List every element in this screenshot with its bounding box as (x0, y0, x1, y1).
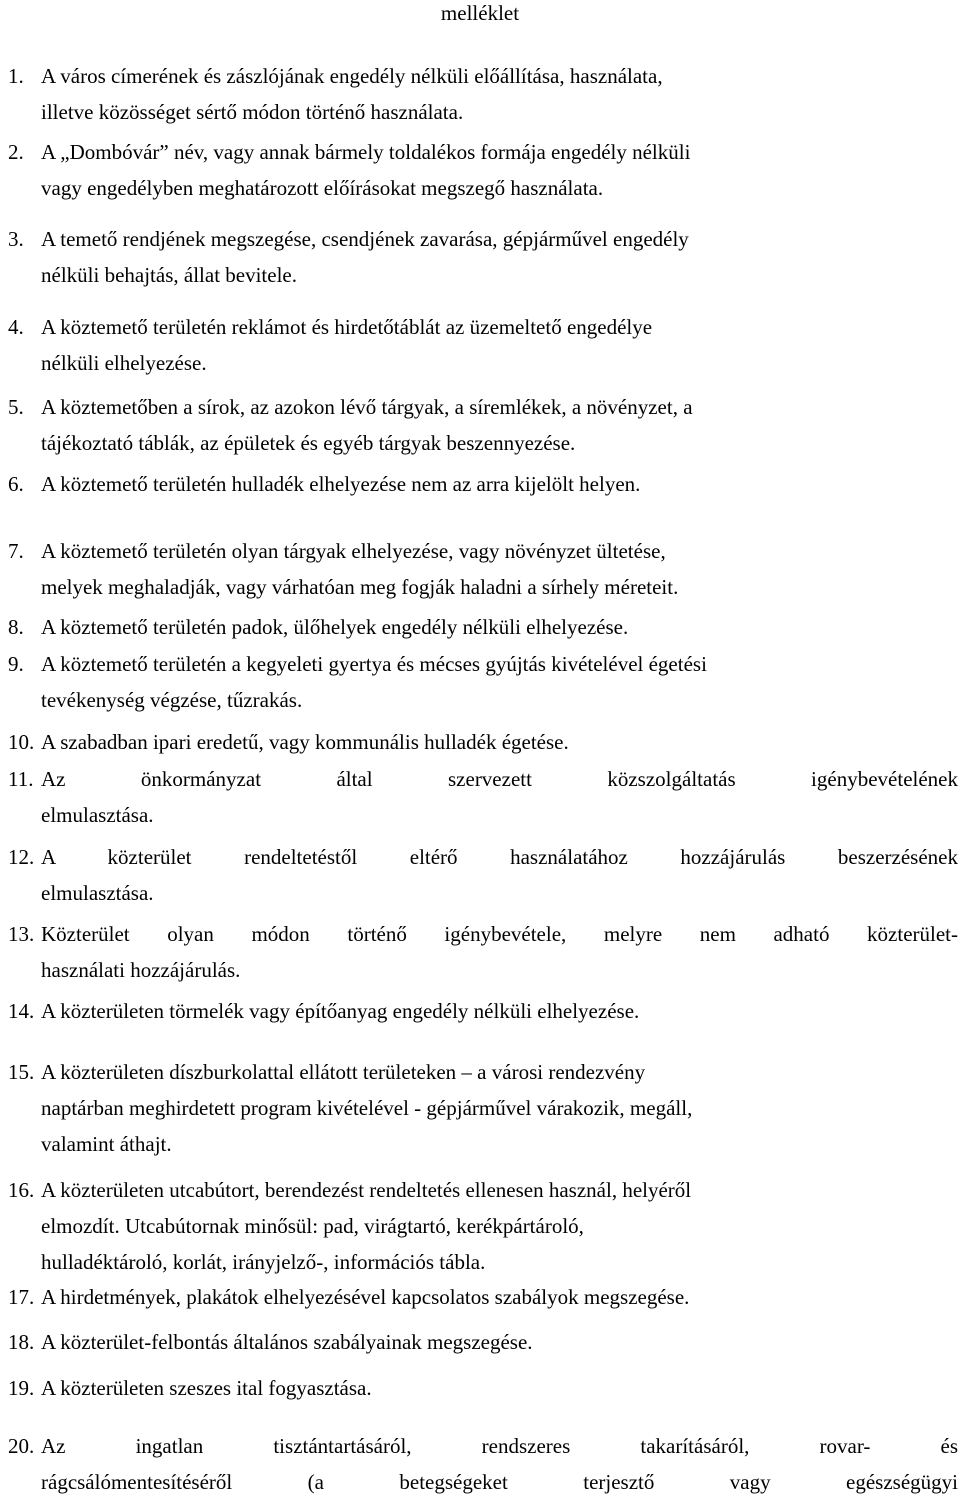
item-text-line: nélküli behajtás, állat bevitele. (41, 263, 297, 287)
list-item (0, 609, 958, 645)
item-number: 8. (8, 615, 24, 639)
item-number: 1. (8, 64, 24, 88)
item-text-line: tájékoztató táblák, az épületek és egyéb tárgyak beszennyezése. (41, 431, 576, 455)
list-item (0, 533, 958, 605)
item-text-line: A köztemető területén padok, ülőhelyek engedély nélküli elhelyezése. (41, 615, 629, 639)
item-number: 14. (8, 999, 35, 1023)
item-text-line: elmulasztása. (41, 881, 154, 905)
item-number: 13. (8, 922, 35, 946)
item-text-line: illetve közösséget sértő módon történő használata. (41, 100, 464, 124)
list-item (0, 646, 958, 718)
page-title: melléklet (440, 1, 520, 25)
item-text-line: A köztemető területén a kegyeleti gyertya és mécses gyújtás kivételével égetési (41, 652, 707, 676)
item-text-line: A város címerének és zászlójának engedély nélküli előállítása, használata, (41, 64, 663, 88)
item-number: 17. (8, 1285, 35, 1309)
item-number: 10. (8, 730, 35, 754)
item-number: 15. (8, 1060, 35, 1084)
item-text-line: A közterületen utcabútort, berendezést rendeltetés ellenesen használ, helyéről (41, 1178, 692, 1202)
item-text-line: elmulasztása. (41, 803, 154, 827)
list-item (0, 993, 958, 1029)
list-item (0, 221, 958, 293)
item-number: 7. (8, 539, 24, 563)
list-item (0, 309, 958, 381)
item-text-line: A köztemető területén reklámot és hirdetőtáblát az üzemeltető engedélye (41, 315, 653, 339)
list-item (0, 724, 958, 760)
list-item (0, 1172, 958, 1280)
item-number: 2. (8, 140, 24, 164)
item-text-line: A közterületen szeszes ital fogyasztása. (41, 1376, 372, 1400)
item-text-line: A közterület-felbontás általános szabályainak megszegése. (41, 1330, 533, 1354)
item-text-line: A szabadban ipari eredetű, vagy kommunális hulladék égetése. (41, 730, 569, 754)
item-number: 3. (8, 227, 24, 251)
item-text-line: Közterület olyan módon történő igénybevétele, melyre nem adható közterület- (41, 922, 958, 946)
list-item (0, 761, 958, 833)
item-number: 20. (8, 1434, 35, 1458)
item-text-line: hulladéktároló, korlát, irányjelző-, információs tábla. (41, 1250, 486, 1274)
item-text-line: elmozdít. Utcabútornak minősül: pad, virágtartó, kerékpártároló, (41, 1214, 584, 1238)
item-text-line: használati hozzájárulás. (41, 958, 241, 982)
item-number: 5. (8, 395, 24, 419)
list-item (0, 466, 958, 502)
item-number: 18. (8, 1330, 35, 1354)
item-text-line: A köztemető területén hulladék elhelyezése nem az arra kijelölt helyen. (41, 472, 641, 496)
item-text-line: rágcsálómentesítéséről (a betegségeket terjesztő vagy egészségügyi (41, 1470, 958, 1494)
item-text-line: A közterületen törmelék vagy építőanyag engedély nélküli elhelyezése. (41, 999, 640, 1023)
item-text-line: A közterületen díszburkolattal ellátott területeken – a városi rendezvény (41, 1060, 646, 1084)
item-number: 6. (8, 472, 24, 496)
list-item (0, 1279, 958, 1315)
item-text-line: vagy engedélyben meghatározott előírásokat megszegő használata. (41, 176, 604, 200)
item-text-line: Az ingatlan tisztántartásáról, rendszeres takarításáról, rovar- és (41, 1434, 958, 1458)
list-item (0, 916, 958, 988)
item-number: 11. (8, 767, 34, 791)
list-item (0, 1370, 958, 1406)
item-number: 19. (8, 1376, 35, 1400)
item-text-line: nélküli elhelyezése. (41, 351, 207, 375)
item-text-line: A köztemető területén olyan tárgyak elhelyezése, vagy növényzet ültetése, (41, 539, 666, 563)
item-text-line: tevékenység végzése, tűzrakás. (41, 688, 303, 712)
item-text-line: A „Dombóvár” név, vagy annak bármely toldalékos formája engedély nélküli (41, 140, 691, 164)
item-number: 9. (8, 652, 24, 676)
list-item (0, 1324, 958, 1360)
item-text-line: melyek meghaladják, vagy várhatóan meg fogják haladni a sírhely méreteit. (41, 575, 679, 599)
item-text-line: Az önkormányzat által szervezett közszolgáltatás igénybevételének (41, 767, 958, 791)
item-text-line: A hirdetmények, plakátok elhelyezésével kapcsolatos szabályok megszegése. (41, 1285, 690, 1309)
item-number: 4. (8, 315, 24, 339)
item-text-line: valamint áthajt. (41, 1132, 172, 1156)
item-number: 12. (8, 845, 35, 869)
list-item (0, 1428, 958, 1500)
list-item (0, 839, 958, 911)
item-text-line: A köztemetőben a sírok, az azokon lévő tárgyak, a síremlékek, a növényzet, a (41, 395, 693, 419)
list-item (0, 134, 958, 206)
list-item (0, 1054, 958, 1162)
list-item (0, 58, 958, 130)
item-text-line: naptárban meghirdetett program kivételével - gépjárművel várakozik, megáll, (41, 1096, 693, 1120)
item-text-line: A temető rendjének megszegése, csendjének zavarása, gépjárművel engedély (41, 227, 689, 251)
item-number: 16. (8, 1178, 35, 1202)
item-text-line: A közterület rendeltetéstől eltérő használatához hozzájárulás beszerzésének (41, 845, 958, 869)
list-item (0, 389, 958, 461)
